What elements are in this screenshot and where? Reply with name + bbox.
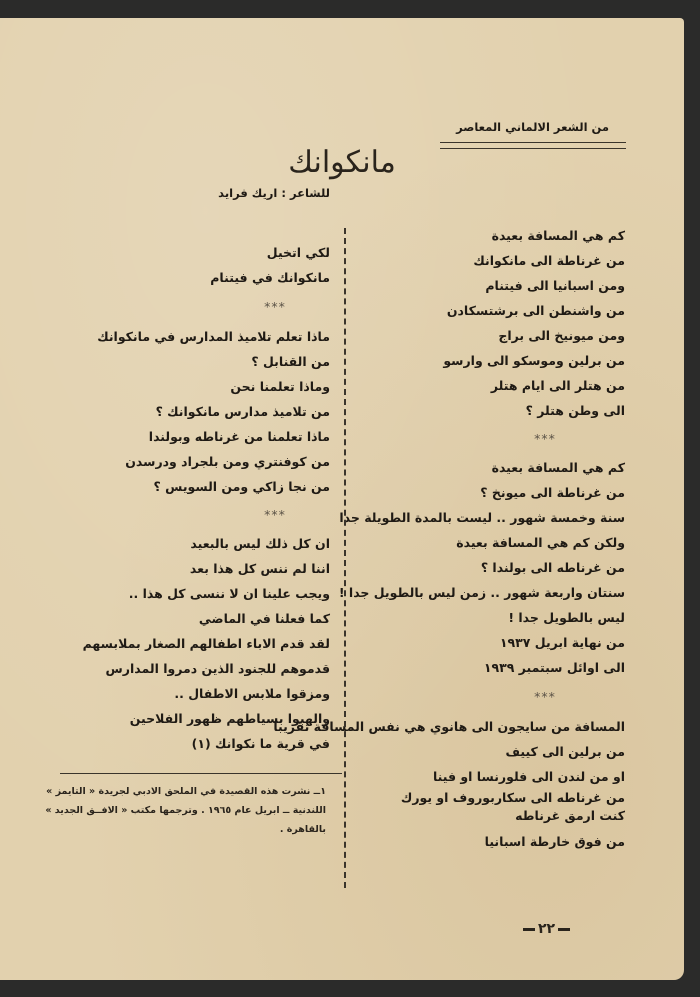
- stanza-separator: ***: [534, 689, 556, 704]
- verse-line: ولكن كم هي المسافة بعيدة: [456, 535, 625, 550]
- page-number: [520, 921, 573, 937]
- stanza-separator: ***: [534, 431, 556, 446]
- verse-line: لقد قدم الاباء اطفالهم الصغار بملابسهم: [82, 636, 330, 651]
- section-heading: من الشعر الالماني المعاصر: [456, 120, 609, 134]
- stanza-separator: ***: [264, 299, 286, 314]
- verse-line: والهبوا بسياطهم ظهور الفلاحين: [129, 711, 330, 726]
- verse-line: من برلين الى كييف: [505, 744, 625, 759]
- page-number-text: ٢٢: [538, 921, 556, 937]
- verse-line: من تلاميذ مدارس مانكوانك ؟: [155, 404, 330, 419]
- footnote: ١ــ نشرت هذه القصيدة في الملحق الادبي لجريدة « التايمز » اللندنية ــ ابريل عام ١٩٦٥ . وترجمها مكتب « الافــق الجديد » بالقاهرة .: [45, 786, 326, 835]
- stanza-separator: ***: [264, 507, 286, 522]
- verse-line: ومن ميونيخ الى براج: [498, 328, 625, 343]
- verse-line: لكي اتخيل: [266, 245, 330, 260]
- poem-title: مانكوانك: [288, 145, 396, 180]
- verse-line: مانكوانك في فيتنام: [210, 270, 330, 285]
- verse-line: الى وطن هتلر ؟: [525, 403, 625, 418]
- verse-line: من واشنطن الى برشتسكادن: [446, 303, 625, 318]
- verse-line: ان كل ذلك ليس بالبعيد: [190, 536, 330, 551]
- verse-line: من غرناطه الى سكاربوروف او يورك: [400, 790, 625, 805]
- verse-line: قدموهم للجنود الذين دمروا المدارس: [105, 661, 330, 676]
- verse-line: في قرية ما نكوانك (١): [191, 736, 330, 751]
- verse-line: ليس بالطويل جدا !: [508, 610, 625, 625]
- verse-line: ويجب علينا ان لا ننسى كل هذا ..: [128, 586, 330, 601]
- verse-line: من نهاية ابريل ١٩٣٧: [499, 635, 625, 650]
- verse-line: ماذا تعلمنا من غرناطه وبولندا: [148, 429, 330, 444]
- verse-line: ومن اسبانيا الى فيتنام: [485, 278, 625, 293]
- verse-line: وماذا تعلمنا نحن: [230, 379, 330, 394]
- verse-line: من هتلر الى ايام هتلر: [490, 378, 625, 393]
- verse-line: الى اوائل سبتمبر ١٩٣٩: [483, 660, 625, 675]
- magazine-page: [0, 18, 684, 980]
- verse-line: من برلين وموسكو الى وارسو: [443, 353, 625, 368]
- verse-line: ومزقوا ملابس الاطفال ..: [174, 686, 330, 701]
- verse-line: من نجا زاكي ومن السويس ؟: [153, 479, 330, 494]
- verse-line: المسافة من سايجون الى هانوي هي نفس المسافة تقريبا: [273, 719, 625, 734]
- verse-line: من فوق خارطة اسبانيا: [484, 834, 625, 849]
- verse-line: او من لندن الى فلورنسا او فينا: [432, 769, 625, 784]
- verse-line: من القنابل ؟: [251, 354, 330, 369]
- verse-line: كما فعلنا في الماضي: [198, 611, 330, 626]
- verse-line: سنتان واربعة شهور .. زمن ليس بالطويل جدا !: [338, 585, 625, 600]
- verse-line: من غرناطه الى بولندا ؟: [480, 560, 625, 575]
- verse-line: من غرناطة الى ميونخ ؟: [480, 485, 625, 500]
- verse-line: اننا لم ننس كل هذا بعد: [189, 561, 330, 576]
- poem-author: للشاعر : اريك فرايد: [218, 186, 330, 200]
- verse-line: من كوفنتري ومن بلجراد ودرسدن: [125, 454, 330, 469]
- verse-line: ماذا تعلم تلاميذ المدارس في مانكوانك: [97, 329, 330, 344]
- verse-line: كم هي المسافة بعيدة: [491, 460, 625, 475]
- verse-line: من غرناطة الى مانكوانك: [473, 253, 625, 268]
- verse-line: كم هي المسافة بعيدة: [491, 228, 625, 243]
- footnote-rule: [60, 773, 342, 774]
- verse-line: سنة وخمسة شهور .. ليست بالمدة الطويلة جدا: [339, 510, 625, 525]
- left-column: [83, 240, 330, 756]
- column-divider: [344, 228, 346, 888]
- verse-line: كنت ارمق غرناطه: [515, 808, 625, 823]
